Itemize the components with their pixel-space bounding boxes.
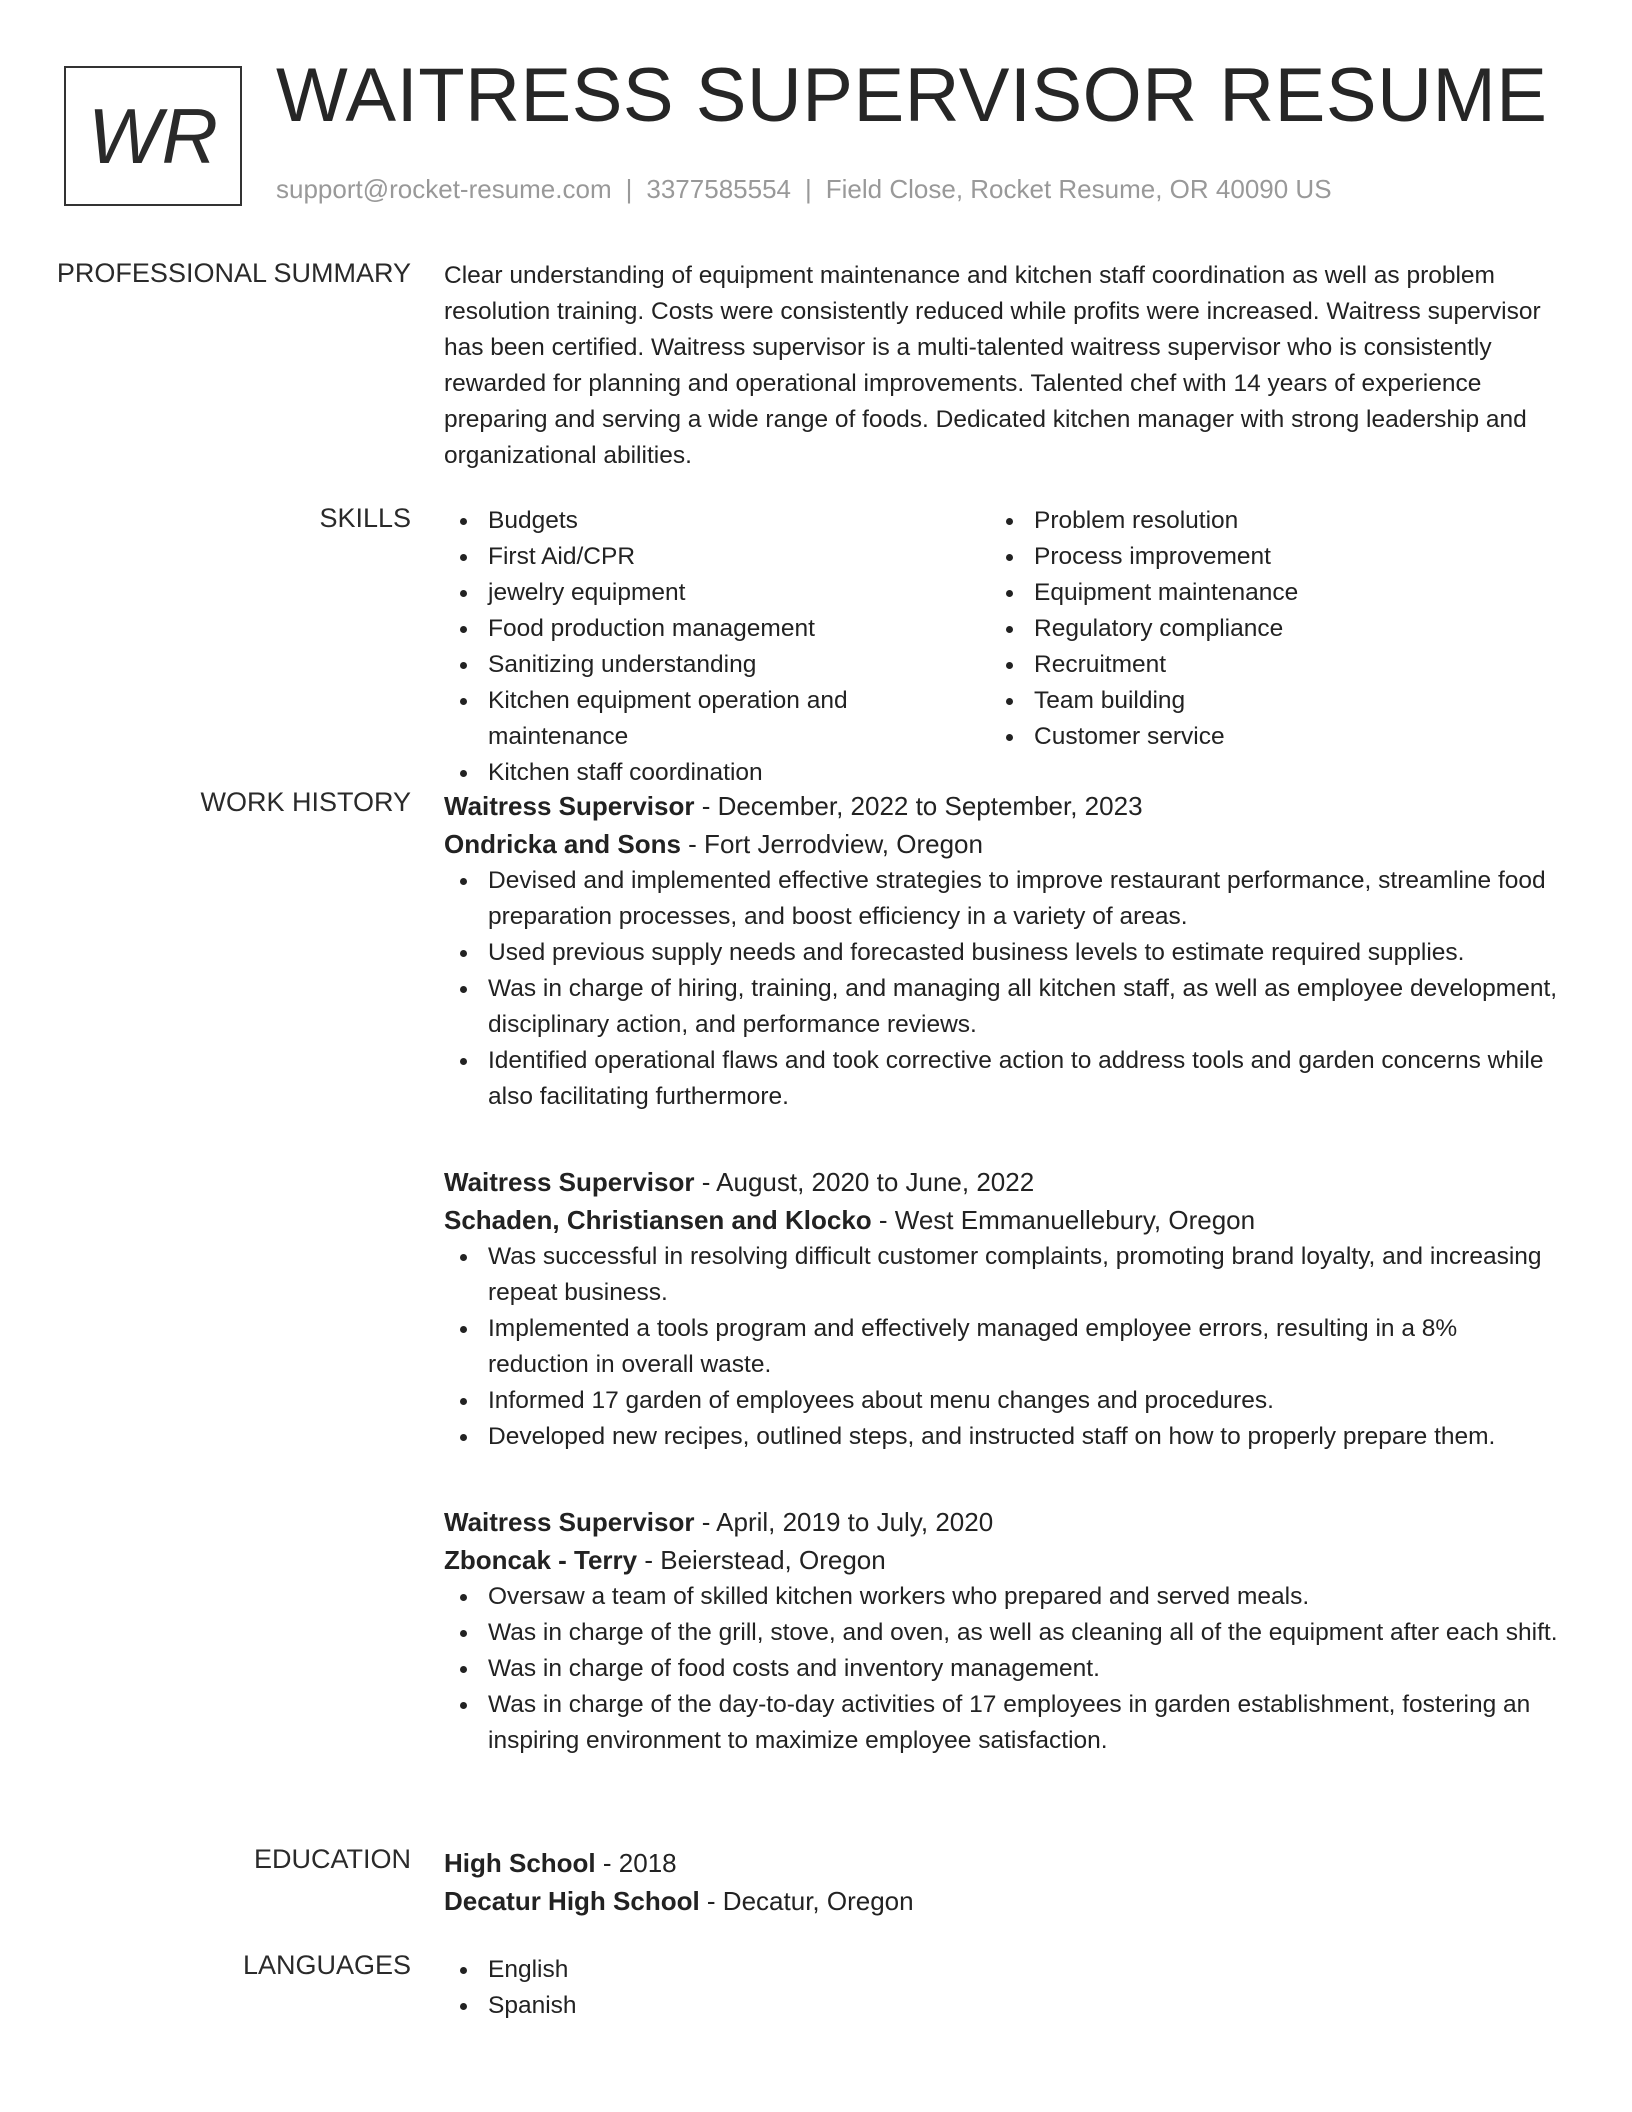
job-bullet: Was in charge of the day-to-day activities of 17 employees in garden establishment, fostering an inspiring environment to maximize employee satisfaction. — [444, 1687, 1564, 1759]
job-title-line — [444, 787, 1564, 825]
job-company: Ondricka and Sons — [444, 829, 681, 859]
job-location: - West Emmanuellebury, Oregon — [871, 1205, 1256, 1235]
job-bullets — [444, 863, 1564, 1115]
job-company: Zboncak - Terry — [444, 1545, 638, 1575]
job-company-line — [444, 825, 1564, 863]
language-item: English — [444, 1952, 1564, 1988]
job-title: Waitress Supervisor — [444, 1167, 695, 1197]
job-bullet: Informed 17 garden of employees about menu changes and procedures. — [444, 1383, 1564, 1419]
job-dates: - December, 2022 to September, 2023 — [694, 791, 1143, 821]
skill-item: First Aid/CPR — [444, 539, 990, 575]
job-bullet: Was successful in resolving difficult customer complaints, promoting brand loyalty, and increasing repeat business. — [444, 1239, 1564, 1311]
job-title-line — [444, 1503, 1564, 1541]
skill-item: Food production management — [444, 611, 990, 647]
summary-text: Clear understanding of equipment maintenance and kitchen staff coordination as well as problem resolution training. Costs were consistently reduced while profits were increased. Waitress supervisor has been certified. Waitress supervisor is a multi-talented waitress supervisor who is consistently rewarded for planning and operational improvements. Talented chef with 14 years of experience preparing and serving a wide range of foods. Dedicated kitchen manager with strong leadership and organizational abilities. — [444, 262, 1541, 469]
skill-item: Customer service — [990, 719, 1536, 755]
skill-item: Sanitizing understanding — [444, 647, 990, 683]
languages-list — [444, 1952, 1564, 2024]
skills-column-right — [990, 503, 1536, 791]
skill-item: Team building — [990, 683, 1536, 719]
contact-email: support@rocket-resume.com — [276, 174, 612, 204]
job-dates: - August, 2020 to June, 2022 — [694, 1167, 1035, 1197]
skill-item: Recruitment — [990, 647, 1536, 683]
education-school: Decatur High School — [444, 1886, 700, 1916]
skill-item: jewelry equipment — [444, 575, 990, 611]
job-bullet: Used previous supply needs and forecasted business levels to estimate required supplies. — [444, 935, 1564, 971]
section-label-skills: SKILLS — [319, 503, 411, 533]
page-title: WAITRESS SUPERVISOR RESUME — [276, 53, 1548, 138]
job-title: Waitress Supervisor — [444, 1507, 695, 1537]
job-title-line — [444, 1163, 1564, 1201]
job-bullet: Oversaw a team of skilled kitchen workers who prepared and served meals. — [444, 1579, 1564, 1615]
job-bullet: Identified operational flaws and took corrective action to address tools and garden concerns while also facilitating furthermore. — [444, 1043, 1564, 1115]
job-bullets — [444, 1239, 1564, 1455]
skill-item: Equipment maintenance — [990, 575, 1536, 611]
skill-item: Process improvement — [990, 539, 1536, 575]
skill-item: Kitchen equipment operation and maintenance — [444, 683, 990, 755]
education-year: - 2018 — [595, 1848, 677, 1878]
languages-bullets — [444, 1952, 1564, 2024]
job-bullets — [444, 1579, 1564, 1759]
job-bullet: Implemented a tools program and effectively managed employee errors, resulting in a 8% reduction in overall waste. — [444, 1311, 1564, 1383]
education-school-line — [444, 1882, 1564, 1920]
job-entry — [444, 1163, 1564, 1455]
contact-phone: 3377585554 — [646, 174, 791, 204]
section-label-summary: PROFESSIONAL SUMMARY — [56, 258, 411, 288]
job-company-line — [444, 1541, 1564, 1579]
job-title: Waitress Supervisor — [444, 791, 695, 821]
education-degree-line — [444, 1844, 1564, 1882]
job-dates: - April, 2019 to July, 2020 — [694, 1507, 994, 1537]
job-entry — [444, 1503, 1564, 1759]
section-label-languages: LANGUAGES — [242, 1950, 411, 1980]
job-bullet: Was in charge of food costs and inventory management. — [444, 1651, 1564, 1687]
contact-line — [276, 174, 1332, 205]
education-degree: High School — [444, 1848, 596, 1878]
skills-list — [444, 503, 1564, 791]
skill-item: Problem resolution — [990, 503, 1536, 539]
education-entry — [444, 1844, 1564, 1920]
job-bullet: Was in charge of hiring, training, and managing all kitchen staff, as well as employee development, disciplinary action, and performance reviews. — [444, 971, 1564, 1043]
section-label-work-history: WORK HISTORY — [200, 787, 411, 817]
job-bullet: Developed new recipes, outlined steps, and instructed staff on how to properly prepare them. — [444, 1419, 1564, 1455]
job-location: - Beierstead, Oregon — [637, 1545, 886, 1575]
contact-address: Field Close, Rocket Resume, OR 40090 US — [825, 174, 1332, 204]
job-bullet: Devised and implemented effective strategies to improve restaurant performance, streamline food preparation processes, and boost efficiency in a variety of areas. — [444, 863, 1564, 935]
job-bullet: Was in charge of the grill, stove, and oven, as well as cleaning all of the equipment after each shift. — [444, 1615, 1564, 1651]
education-location: - Decatur, Oregon — [699, 1886, 914, 1916]
section-label-education: EDUCATION — [253, 1844, 411, 1874]
skill-item: Regulatory compliance — [990, 611, 1536, 647]
skill-item: Kitchen staff coordination — [444, 755, 990, 791]
monogram-logo: WR — [64, 66, 242, 206]
skills-column-left — [444, 503, 990, 791]
contact-separator: | — [625, 174, 633, 204]
job-location: - Fort Jerrodview, Oregon — [680, 829, 983, 859]
job-company: Schaden, Christiansen and Klocko — [444, 1205, 872, 1235]
job-company-line — [444, 1201, 1564, 1239]
language-item: Spanish — [444, 1988, 1564, 2024]
job-entry — [444, 787, 1564, 1115]
skill-item: Budgets — [444, 503, 990, 539]
contact-separator: | — [805, 174, 812, 204]
